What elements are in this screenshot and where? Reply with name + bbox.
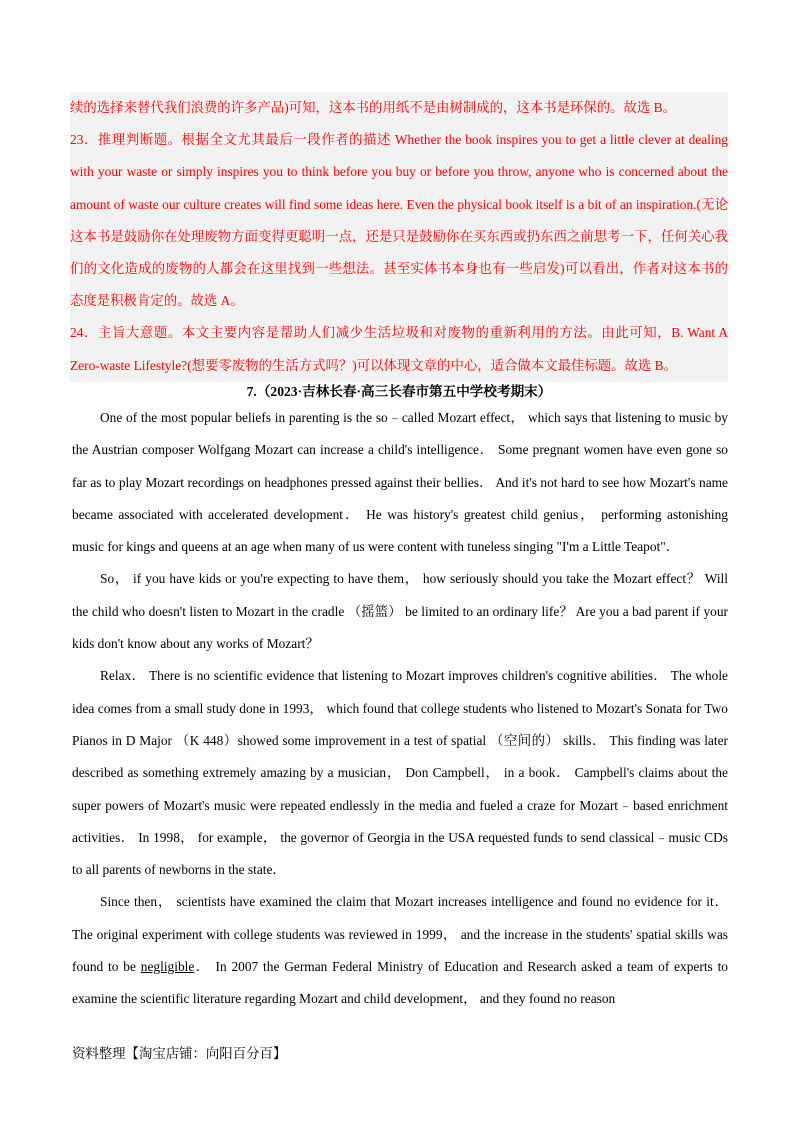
underlined-word: negligible — [140, 959, 195, 975]
passage-paragraph: Relax． There is no scientific evidence that listening to Mozart improves children's cognitive abilities． The whole idea comes from a small study done in 1993， which found that college students who listened to Mozart's Sonata for Two Pianos in D Major （K 448）showed some improvement in a test of spatial （空间的） skills． This finding was later described as something extremely amazing by a musician， Don Campbell， in a book． Campbell's claims about the super powers of Mozart's music were repeated endlessly in the media and fueled a craze for Mozart﹣based enrichment activities． In 1998， for example， the governor of Georgia in the USA requested funds to send classical﹣music CDs to all parents of newborns in the state． — [72, 668, 728, 878]
answer-24: 24．主旨大意题。本文主要内容是帮助人们减少生活垃圾和对废物的重新利用的方法。由此可知，B. Want A Zero-waste Lifestyle?(想要零废物的生活方式吗？)可以体现文章的中心，适合做本文最佳标题。故选 B。 — [70, 325, 728, 373]
passage-paragraph: So， if you have kids or you're expecting to have them， how seriously should you take the Mozart effect？ Will the child who doesn't listen to Mozart in the cradle （摇篮） be limited to an ordinary life？ Are you a bad parent if your kids don't know about any works of Mozart？ — [72, 571, 728, 652]
paragraph-text: Since then， scientists have examined the claim that Mozart increases intelligence and found no evidence for it． The original experiment with college students was reviewed in 1999， and the increase in the students' spatial skills was found to be — [72, 894, 728, 975]
answer-explanations — [70, 92, 728, 382]
passage-paragraph — [72, 886, 728, 1015]
answer-22-tail: 续的选择来替代我们浪费的许多产品)可知，这本书的用纸不是由树制成的，这本书是环保的。故选 B。 — [70, 100, 676, 115]
passage-paragraph: One of the most popular beliefs in parenting is the so﹣called Mozart effect， which says that listening to music by the Austrian composer Wolfgang Mozart can increase a child's intelligence． Some pregnant women have even gone so far as to play Mozart recordings on headphones pressed against their bellies． And it's not hard to see how Mozart's name became associated with accelerated development． He was history's greatest child genius， performing astonishing music for kings and queens at an age when many of us were content with tuneless singing "I'm a Little Teapot"． — [72, 410, 728, 555]
answer-23: 23．推理判断题。根据全文尤其最后一段作者的描述 Whether the book inspires you to get a little clever at dealing with your waste or simply inspires you to think before you buy or before you throw, anyone who is concerned about the amount of waste our culture creates will find some ideas here. Even the physical book itself is a bit of an inspiration.(无论这本书是鼓励你在处理废物方面变得更聪明一点，还是只是鼓励你在买东西或扔东西之前思考一下，任何关心我们的文化造成的废物的人都会在这里找到一些想法。甚至实体书本身也有一些启发)可以看出，作者对这本书的态度是积极肯定的。故选 A。 — [70, 132, 728, 309]
page-footer: 资料整理【淘宝店铺：向阳百分百】 — [72, 1046, 287, 1061]
paragraph-text: ． In 2007 the German Federal Ministry of Education and Research asked a team of experts to examine the scientific literature regarding Mozart and child development， and they found no reason — [72, 959, 729, 1007]
question-title: 7.（2023·吉林长春·高三长春市第五中学校考期末） — [246, 384, 552, 399]
reading-passage — [72, 402, 728, 1016]
